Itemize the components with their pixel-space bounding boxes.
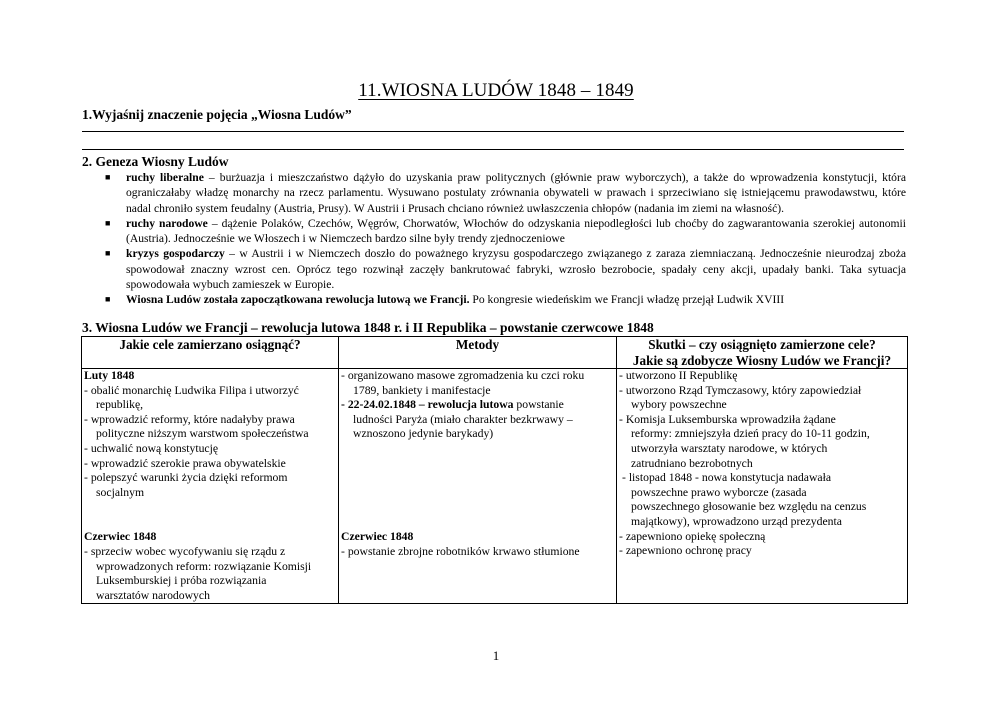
list-item: ■ ruchy narodowe – dążenie Polaków, Czechów, Węgrów, Chorwatów, Włochów do odzyskania niepodległości lub choćby do zagwarantowania szerokiej autonomii (Austria). Jednocześnie we Włoszech i w Niemczech bardzo silne były trendy zjednoczeniowe <box>105 216 906 246</box>
answer-line <box>82 131 904 132</box>
methods-cell: - organizowano masowe zgromadzenia ku czci roku 1789, bankiety i manifestacje - 22-24.02.1848 – rewolucja lutowa powstanie ludności Paryża (miało charakter bezkrwawy – wznoszono jedynie barykady) Czerwiec 1848 - powstanie zbrojne robotników krwawo stłumione <box>339 369 617 604</box>
question-1: 1.Wyjaśnij znaczenie pojęcia „Wiosna Ludów” <box>82 107 352 122</box>
table-header-row <box>82 337 908 369</box>
goals-cell: Luty 1848 - obalić monarchię Ludwika Filipa i utworzyć republikę, - wprowadzić reformy, które nadałyby prawa polityczne niższym warstwom społeczeństwa - uchwalić nową konstytucję - wprowadzić szerokie prawa obywatelskie - polepszyć warunki życia dzięki reformom socjalnym Czerwiec 1848 - sprzeciw wobec wycofywaniu się rządu z wprowadzonych reform: rozwiązanie Komisji Luksemburskiej i próba rozwiązania warsztatów narodowych <box>82 369 339 604</box>
list-item: ■ ruchy liberalne – burżuazja i mieszczaństwo dążyło do uzyskania praw politycznych (głównie praw wyborczych), a także do wprowadzenia konstytucji, która ograniczałaby władzę monarchy na rzecz parlamentu. Wysuwano postulaty zrównania obywateli w prawach i sprzeciwiano się istniejącemu prawodawstwu, które nadal chroniło system feudalny (Austria, Prusy). W Austrii i Prusach chciano również uwłaszczenia chłopów (nadania im ziemi na własność). <box>105 171 906 215</box>
page-number: 1 <box>492 648 500 663</box>
effects-cell: - utworzono II Republikę - utworzono Rząd Tymczasowy, który zapowiedział wybory powszechne - Komisja Luksemburska wprowadziła żądane reformy: zmniejszyła dzień pracy do 10-11 godzin, utworzyła warsztaty narodowe, w których zatrudniano bezrobotnych - listopad 1848 - nowa konstytucja nadawała powszechne prawo wyborcze (zasada powszechnego głosowanie bez względu na cenzus majątkowy), wprowadzono urząd prezydenta - zapewniono opiekę społeczną - zapewniono ochronę pracy <box>617 369 908 604</box>
bullet-square-icon: ■ <box>105 217 111 228</box>
section-2-heading: 2. Geneza Wiosny Ludów <box>82 154 229 169</box>
page-title: 11.WIOSNA LUDÓW 1848 – 1849 <box>358 80 634 101</box>
column-header-methods: Metody <box>339 337 617 369</box>
list-item: ■ Wiosna Ludów została zapoczątkowana rewolucja lutową we Francji. Po kongresie wiedeńskim we Francji władzę przejął Ludwik XVIII <box>105 293 785 307</box>
period-label: Czerwiec 1848 <box>341 529 414 543</box>
genesis-list <box>82 170 906 308</box>
bullet-square-icon: ■ <box>105 248 111 259</box>
answer-line <box>82 149 904 150</box>
table-row <box>82 369 908 604</box>
column-header-effects: Skutki – czy osiągnięto zamierzone cele? Jakie są zdobycze Wiosny Ludów we Francji? <box>617 337 908 369</box>
france-revolution-table <box>81 336 908 604</box>
bullet-square-icon: ■ <box>105 294 111 305</box>
list-item: ■ kryzys gospodarczy – w Austrii i w Niemczech doszło do poważnego kryzysu gospodarczego związanego z zaraza ziemniaczaną. Jednocześnie nieurodzaj zboża spowodował znaczny wzrost cen. Oprócz tego rozwinął zaczęły bankrutować fabryki, wzrosło bezrobocie, spadały ceny akcji, upadały banki. Taka sytuacja spowodowała wybuch zamieszek w Europie. <box>105 247 906 292</box>
period-label: Czerwiec 1848 <box>84 530 157 544</box>
period-label: Luty 1848 <box>84 369 135 382</box>
column-header-goals: Jakie cele zamierzano osiągnąć? <box>82 337 339 369</box>
bullet-square-icon: ■ <box>105 172 111 182</box>
section-3-heading: 3. Wiosna Ludów we Francji – rewolucja lutowa 1848 r. i II Republika – powstanie czerwcowe 1848 <box>82 320 654 335</box>
